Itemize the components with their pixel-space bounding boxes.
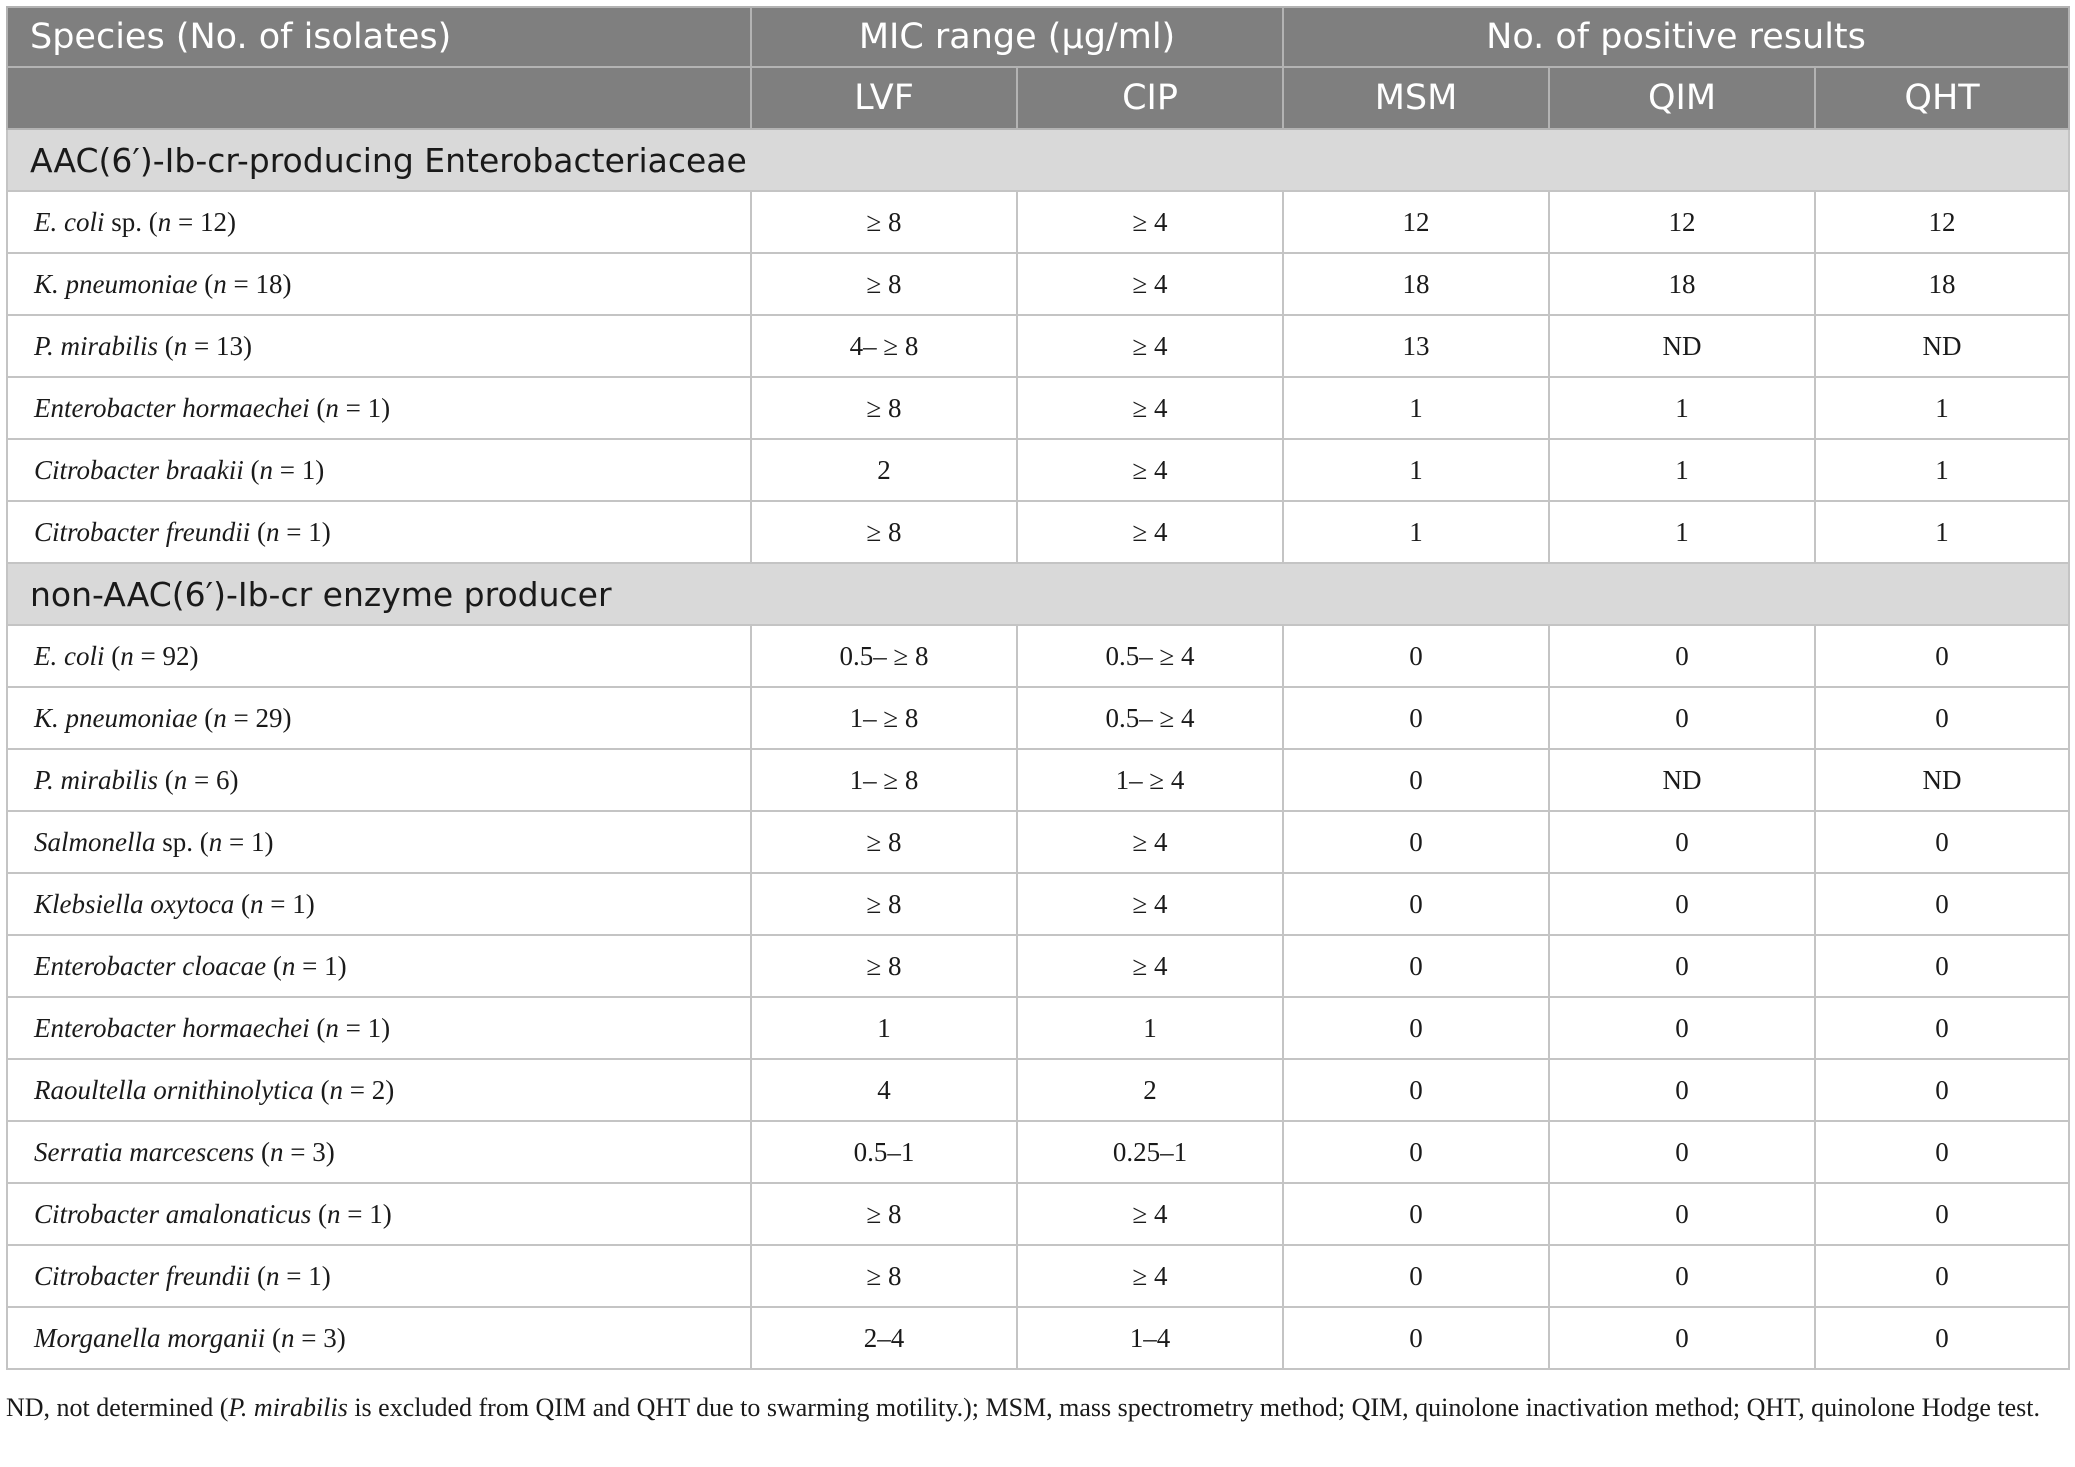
equals: = <box>133 640 163 671</box>
qim-cell: 0 <box>1549 1183 1815 1245</box>
species-cell <box>7 1059 751 1121</box>
qim-cell: 0 <box>1549 687 1815 749</box>
equals: = <box>226 702 256 733</box>
close-paren: ) <box>382 1198 392 1229</box>
lvf-cell: 0.5– ≥ 8 <box>751 625 1017 687</box>
species-name: Enterobacter hormaechei <box>34 1012 310 1043</box>
lvf-cell: 2–4 <box>751 1307 1017 1369</box>
table-row <box>7 501 2069 563</box>
msm-cell: 0 <box>1283 1059 1549 1121</box>
species-cell <box>7 935 751 997</box>
msm-cell: 0 <box>1283 625 1549 687</box>
qht-cell: 0 <box>1815 1121 2069 1183</box>
qim-cell: 0 <box>1549 1245 1815 1307</box>
qim-cell: 1 <box>1549 439 1815 501</box>
species-name: P. mirabilis <box>34 764 159 795</box>
cip-cell: ≥ 4 <box>1017 935 1283 997</box>
close-paren: ) <box>321 516 331 547</box>
species-name: Salmonella <box>34 826 156 857</box>
group-row <box>7 129 2069 191</box>
isolate-count: 92 <box>162 640 190 671</box>
n-symbol: n <box>329 1074 343 1105</box>
results-table <box>6 6 2070 1370</box>
qht-cell: 12 <box>1815 191 2069 253</box>
qim-cell: 0 <box>1549 997 1815 1059</box>
isolate-count: 1 <box>251 826 265 857</box>
cip-cell: 1–4 <box>1017 1307 1283 1369</box>
qht-cell: 1 <box>1815 377 2069 439</box>
equals: = <box>222 826 251 857</box>
isolate-count: 6 <box>216 764 230 795</box>
species-name: Morganella morganii <box>34 1322 266 1353</box>
header-cip: CIP <box>1017 67 1283 129</box>
n-symbol: n <box>281 950 296 981</box>
species-cell <box>7 873 751 935</box>
species-cell <box>7 1121 751 1183</box>
footnote-italic: P. mirabilis <box>228 1393 348 1422</box>
species-cell <box>7 1307 751 1369</box>
lvf-cell: ≥ 8 <box>751 811 1017 873</box>
species-name: P. mirabilis <box>34 330 159 361</box>
lvf-cell: 4 <box>751 1059 1017 1121</box>
close-paren: ) <box>189 640 199 671</box>
cip-cell: 1 <box>1017 997 1283 1059</box>
header-row-2 <box>7 67 2069 129</box>
qht-cell: 0 <box>1815 1245 2069 1307</box>
species-cell <box>7 687 751 749</box>
open-paren: ( <box>193 826 209 857</box>
species-name: Raoultella ornithinolytica <box>34 1074 314 1105</box>
msm-cell: 0 <box>1283 1307 1549 1369</box>
close-paren: ) <box>264 826 274 857</box>
close-paren: ) <box>226 206 236 237</box>
species-cell <box>7 1183 751 1245</box>
table-row <box>7 191 2069 253</box>
cip-cell: ≥ 4 <box>1017 1183 1283 1245</box>
isolate-count: 29 <box>255 702 283 733</box>
qht-cell: 1 <box>1815 501 2069 563</box>
isolate-count: 1 <box>308 1260 322 1291</box>
lvf-cell: ≥ 8 <box>751 191 1017 253</box>
header-blank <box>7 67 751 129</box>
table-body <box>7 129 2069 1369</box>
close-paren: ) <box>336 1322 346 1353</box>
close-paren: ) <box>385 1074 395 1105</box>
n-symbol: n <box>213 702 227 733</box>
qim-cell: 12 <box>1549 191 1815 253</box>
close-paren: ) <box>315 454 325 485</box>
group-row <box>7 563 2069 625</box>
isolate-count: 3 <box>312 1136 326 1167</box>
close-paren: ) <box>381 1012 391 1043</box>
open-paren: ( <box>158 764 174 795</box>
table-row <box>7 315 2069 377</box>
msm-cell: 1 <box>1283 377 1549 439</box>
species-tail: sp. <box>155 826 194 857</box>
qim-cell: 0 <box>1549 1059 1815 1121</box>
cip-cell: ≥ 4 <box>1017 439 1283 501</box>
table-row <box>7 1059 2069 1121</box>
equals: = <box>187 764 217 795</box>
msm-cell: 0 <box>1283 1183 1549 1245</box>
table-container <box>6 6 2068 1370</box>
lvf-cell: ≥ 8 <box>751 253 1017 315</box>
species-name: Citrobacter braakii <box>34 454 244 485</box>
table-row <box>7 1183 2069 1245</box>
equals: = <box>187 330 217 361</box>
equals: = <box>273 454 302 485</box>
equals: = <box>338 392 368 423</box>
species-cell <box>7 439 751 501</box>
lvf-cell: 2 <box>751 439 1017 501</box>
isolate-count: 12 <box>199 206 227 237</box>
isolate-count: 1 <box>367 392 382 423</box>
close-paren: ) <box>337 950 347 981</box>
cip-cell: ≥ 4 <box>1017 377 1283 439</box>
qim-cell: ND <box>1549 315 1815 377</box>
species-name: Citrobacter freundii <box>34 1260 251 1291</box>
species-name: E. coli <box>34 640 105 671</box>
n-symbol: n <box>269 1136 284 1167</box>
equals: = <box>171 206 200 237</box>
qim-cell: ND <box>1549 749 1815 811</box>
n-symbol: n <box>325 1012 339 1043</box>
open-paren: ( <box>243 454 260 485</box>
species-cell <box>7 377 751 439</box>
msm-cell: 0 <box>1283 1121 1549 1183</box>
species-cell <box>7 749 751 811</box>
qht-cell: 0 <box>1815 1183 2069 1245</box>
footnote-part2: is excluded from QIM and QHT due to swarming motility.); MSM, mass spectrometry method; QIM, quinolone inactivation method; QHT, quinolone Hodge test. <box>347 1393 2040 1422</box>
msm-cell: 0 <box>1283 935 1549 997</box>
equals: = <box>295 950 325 981</box>
isolate-count: 1 <box>324 950 338 981</box>
table-row <box>7 873 2069 935</box>
n-symbol: n <box>173 330 188 361</box>
open-paren: ( <box>313 1074 330 1105</box>
lvf-cell: ≥ 8 <box>751 1183 1017 1245</box>
header-row-1 <box>7 7 2069 67</box>
n-symbol: n <box>157 206 172 237</box>
msm-cell: 0 <box>1283 749 1549 811</box>
header-mic-range: MIC range (μg/ml) <box>751 7 1283 67</box>
qht-cell: 18 <box>1815 253 2069 315</box>
msm-cell: 18 <box>1283 253 1549 315</box>
close-paren: ) <box>229 764 239 795</box>
species-cell <box>7 625 751 687</box>
open-paren: ( <box>250 516 266 547</box>
open-paren: ( <box>158 330 174 361</box>
open-paren: ( <box>266 950 282 981</box>
qht-cell: 0 <box>1815 811 2069 873</box>
isolate-count: 1 <box>301 454 316 485</box>
species-cell <box>7 997 751 1059</box>
close-paren: ) <box>321 1260 331 1291</box>
lvf-cell: 4– ≥ 8 <box>751 315 1017 377</box>
header-qim: QIM <box>1549 67 1815 129</box>
cip-cell: ≥ 4 <box>1017 315 1283 377</box>
table-row <box>7 935 2069 997</box>
cip-cell: ≥ 4 <box>1017 253 1283 315</box>
qht-cell: 1 <box>1815 439 2069 501</box>
footnote-part1: ND, not determined ( <box>6 1393 229 1422</box>
species-tail: sp. <box>104 206 142 237</box>
lvf-cell: ≥ 8 <box>751 1245 1017 1307</box>
msm-cell: 12 <box>1283 191 1549 253</box>
equals: = <box>342 1074 372 1105</box>
species-name: E. coli <box>34 206 105 237</box>
cip-cell: 0.5– ≥ 4 <box>1017 625 1283 687</box>
n-symbol: n <box>327 1198 341 1229</box>
lvf-cell: ≥ 8 <box>751 873 1017 935</box>
species-name: Serratia marcescens <box>34 1136 255 1167</box>
qht-cell: 0 <box>1815 935 2069 997</box>
cip-cell: 2 <box>1017 1059 1283 1121</box>
table-row <box>7 377 2069 439</box>
qim-cell: 1 <box>1549 377 1815 439</box>
equals: = <box>279 1260 309 1291</box>
qht-cell: 0 <box>1815 997 2069 1059</box>
qim-cell: 0 <box>1549 811 1815 873</box>
species-name: Citrobacter amalonaticus <box>34 1198 312 1229</box>
species-cell <box>7 1245 751 1307</box>
open-paren: ( <box>311 1198 327 1229</box>
species-name: Enterobacter hormaechei <box>34 392 310 423</box>
close-paren: ) <box>282 268 292 299</box>
header-msm: MSM <box>1283 67 1549 129</box>
table-row <box>7 625 2069 687</box>
cip-cell: 0.25–1 <box>1017 1121 1283 1183</box>
msm-cell: 0 <box>1283 873 1549 935</box>
close-paren: ) <box>243 330 253 361</box>
msm-cell: 0 <box>1283 687 1549 749</box>
n-symbol: n <box>249 888 264 919</box>
n-symbol: n <box>120 640 134 671</box>
qim-cell: 0 <box>1549 873 1815 935</box>
cip-cell: ≥ 4 <box>1017 873 1283 935</box>
equals: = <box>340 1198 370 1229</box>
equals: = <box>226 268 256 299</box>
table-row <box>7 439 2069 501</box>
close-paren: ) <box>305 888 315 919</box>
table-row <box>7 1121 2069 1183</box>
species-cell <box>7 253 751 315</box>
header-positive-results: No. of positive results <box>1283 7 2069 67</box>
open-paren: ( <box>250 1260 266 1291</box>
open-paren: ( <box>197 702 214 733</box>
cip-cell: ≥ 4 <box>1017 1245 1283 1307</box>
qht-cell: 0 <box>1815 1307 2069 1369</box>
species-cell <box>7 315 751 377</box>
lvf-cell: 0.5–1 <box>751 1121 1017 1183</box>
lvf-cell: ≥ 8 <box>751 501 1017 563</box>
species-name: K. pneumoniae <box>34 702 198 733</box>
equals: = <box>294 1322 324 1353</box>
group-title: AAC(6′)-Ib-cr-producing Enterobacteriaceae <box>7 129 2069 191</box>
qim-cell: 0 <box>1549 625 1815 687</box>
qim-cell: 1 <box>1549 501 1815 563</box>
header-lvf: LVF <box>751 67 1017 129</box>
table-row <box>7 749 2069 811</box>
table-row <box>7 811 2069 873</box>
species-cell <box>7 501 751 563</box>
equals: = <box>263 888 293 919</box>
qht-cell: 0 <box>1815 625 2069 687</box>
table-row <box>7 253 2069 315</box>
close-paren: ) <box>381 392 391 423</box>
species-name: Enterobacter cloacae <box>34 950 267 981</box>
n-symbol: n <box>266 516 280 547</box>
qht-cell: ND <box>1815 749 2069 811</box>
msm-cell: 0 <box>1283 1245 1549 1307</box>
open-paren: ( <box>309 1012 326 1043</box>
species-cell <box>7 811 751 873</box>
table-row <box>7 997 2069 1059</box>
isolate-count: 3 <box>323 1322 337 1353</box>
group-title: non-AAC(6′)-Ib-cr enzyme producer <box>7 563 2069 625</box>
cip-cell: 1– ≥ 4 <box>1017 749 1283 811</box>
table-row <box>7 1307 2069 1369</box>
open-paren: ( <box>197 268 214 299</box>
cip-cell: ≥ 4 <box>1017 811 1283 873</box>
species-name: Klebsiella oxytoca <box>34 888 235 919</box>
qht-cell: ND <box>1815 315 2069 377</box>
isolate-count: 2 <box>371 1074 386 1105</box>
open-paren: ( <box>254 1136 270 1167</box>
isolate-count: 1 <box>292 888 306 919</box>
close-paren: ) <box>325 1136 335 1167</box>
msm-cell: 13 <box>1283 315 1549 377</box>
isolate-count: 18 <box>255 268 283 299</box>
cip-cell: ≥ 4 <box>1017 501 1283 563</box>
table-header <box>7 7 2069 129</box>
species-name: K. pneumoniae <box>34 268 198 299</box>
n-symbol: n <box>213 268 227 299</box>
table-footnote <box>6 1390 2064 1426</box>
equals: = <box>338 1012 368 1043</box>
qht-cell: 0 <box>1815 687 2069 749</box>
msm-cell: 0 <box>1283 997 1549 1059</box>
lvf-cell: 1– ≥ 8 <box>751 749 1017 811</box>
qim-cell: 0 <box>1549 1307 1815 1369</box>
qht-cell: 0 <box>1815 1059 2069 1121</box>
open-paren: ( <box>142 206 158 237</box>
n-symbol: n <box>173 764 188 795</box>
cip-cell: ≥ 4 <box>1017 191 1283 253</box>
lvf-cell: 1– ≥ 8 <box>751 687 1017 749</box>
isolate-count: 1 <box>369 1198 383 1229</box>
cip-cell: 0.5– ≥ 4 <box>1017 687 1283 749</box>
open-paren: ( <box>309 392 326 423</box>
n-symbol: n <box>325 392 339 423</box>
qim-cell: 18 <box>1549 253 1815 315</box>
close-paren: ) <box>282 702 292 733</box>
header-species: Species (No. of isolates) <box>7 7 751 67</box>
n-symbol: n <box>259 454 273 485</box>
msm-cell: 1 <box>1283 501 1549 563</box>
equals: = <box>279 516 309 547</box>
lvf-cell: ≥ 8 <box>751 377 1017 439</box>
n-symbol: n <box>208 826 223 857</box>
lvf-cell: ≥ 8 <box>751 935 1017 997</box>
isolate-count: 13 <box>216 330 244 361</box>
msm-cell: 0 <box>1283 811 1549 873</box>
isolate-count: 1 <box>308 516 322 547</box>
species-name: Citrobacter freundii <box>34 516 251 547</box>
species-cell <box>7 191 751 253</box>
qim-cell: 0 <box>1549 935 1815 997</box>
open-paren: ( <box>265 1322 281 1353</box>
n-symbol: n <box>266 1260 280 1291</box>
table-row <box>7 1245 2069 1307</box>
open-paren: ( <box>104 640 121 671</box>
isolate-count: 1 <box>367 1012 382 1043</box>
equals: = <box>283 1136 313 1167</box>
msm-cell: 1 <box>1283 439 1549 501</box>
n-symbol: n <box>281 1322 295 1353</box>
table-row <box>7 687 2069 749</box>
open-paren: ( <box>234 888 250 919</box>
qht-cell: 0 <box>1815 873 2069 935</box>
qim-cell: 0 <box>1549 1121 1815 1183</box>
header-qht: QHT <box>1815 67 2069 129</box>
lvf-cell: 1 <box>751 997 1017 1059</box>
